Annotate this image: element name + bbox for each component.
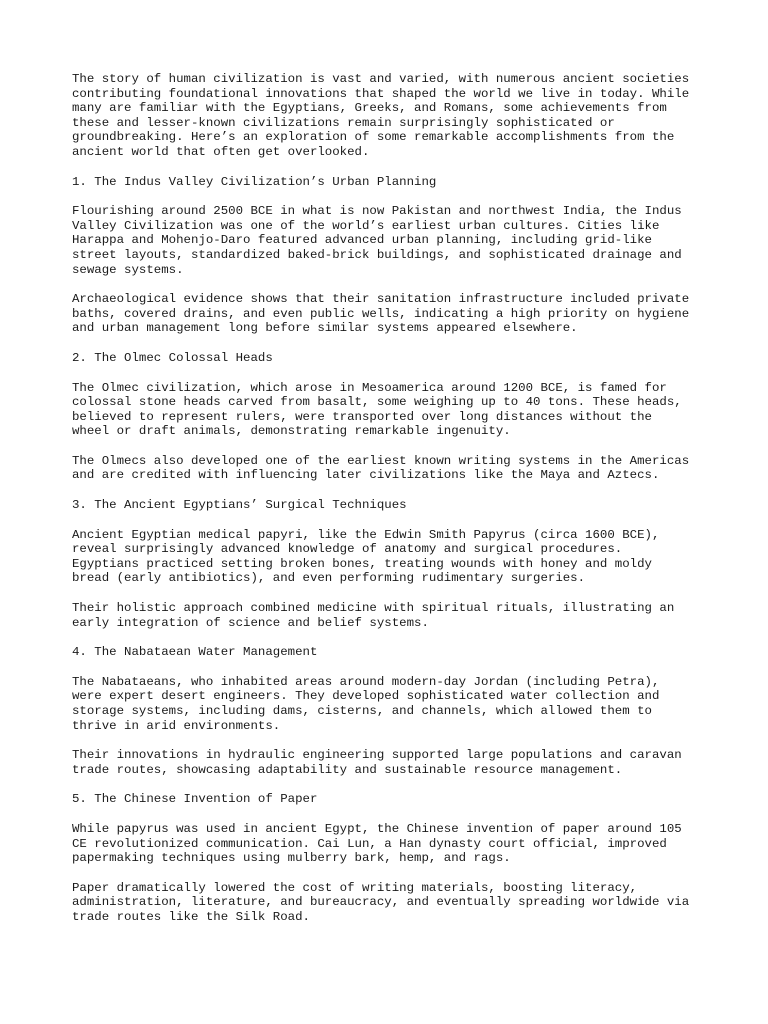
document-page bbox=[72, 72, 702, 940]
text-line: these and lesser-known civilizations remain surprisingly sophisticated or bbox=[72, 115, 615, 130]
text-line: and are credited with influencing later civilizations like the Maya and Aztecs. bbox=[72, 468, 660, 483]
section-heading-4 bbox=[72, 645, 702, 660]
text-line: and urban management long before similar systems appeared elsewhere. bbox=[72, 321, 578, 336]
text-line: 1. The Indus Valley Civilization’s Urban Planning bbox=[72, 174, 437, 189]
text-line: baths, covered drains, and even public wells, indicating a high priority on hygiene bbox=[72, 306, 690, 321]
text-line: 3. The Ancient Egyptians’ Surgical Techniques bbox=[72, 498, 407, 513]
section-heading-1 bbox=[72, 175, 702, 190]
text-line: Paper dramatically lowered the cost of writing materials, boosting literacy, bbox=[72, 880, 638, 895]
text-line: Archaeological evidence shows that their sanitation infrastructure included private bbox=[72, 292, 690, 307]
text-line: While papyrus was used in ancient Egypt, the Chinese invention of paper around 105 bbox=[72, 821, 682, 836]
text-line: bread (early antibiotics), and even performing rudimentary surgeries. bbox=[72, 571, 586, 586]
text-line: Ancient Egyptian medical papyri, like the Edwin Smith Papyrus (circa 1600 BCE), bbox=[72, 527, 660, 542]
text-line: The Olmec civilization, which arose in Mesoamerica around 1200 BCE, is famed for bbox=[72, 380, 667, 395]
text-line: administration, literature, and bureaucracy, and eventually spreading worldwide via bbox=[72, 895, 690, 910]
body-paragraph-4 bbox=[72, 381, 702, 439]
text-line: believed to represent rulers, were transported over long distances without the bbox=[72, 409, 652, 424]
body-paragraph-2 bbox=[72, 204, 702, 277]
body-paragraph-7 bbox=[72, 601, 702, 630]
text-line: street layouts, standardized baked-brick buildings, and sophisticated drainage and bbox=[72, 247, 682, 262]
body-paragraph-1 bbox=[72, 72, 702, 160]
text-line: Valley Civilization was one of the world’s earliest urban cultures. Cities like bbox=[72, 218, 660, 233]
body-paragraph-9 bbox=[72, 748, 702, 777]
body-paragraph-10 bbox=[72, 822, 702, 866]
text-line: trade routes, showcasing adaptability and sustainable resource management. bbox=[72, 762, 623, 777]
section-heading-3 bbox=[72, 498, 702, 513]
text-line: Flourishing around 2500 BCE in what is now Pakistan and northwest India, the Indus bbox=[72, 204, 682, 219]
text-line: many are familiar with the Egyptians, Greeks, and Romans, some achievements from bbox=[72, 101, 667, 116]
text-line: wheel or draft animals, demonstrating remarkable ingenuity. bbox=[72, 424, 511, 439]
body-paragraph-11 bbox=[72, 881, 702, 925]
text-line: reveal surprisingly advanced knowledge of anatomy and surgical procedures. bbox=[72, 542, 623, 557]
text-line: early integration of science and belief systems. bbox=[72, 615, 429, 630]
text-line: Egyptians practiced setting broken bones, treating wounds with honey and moldy bbox=[72, 556, 652, 571]
text-line: trade routes like the Silk Road. bbox=[72, 909, 310, 924]
section-heading-2 bbox=[72, 351, 702, 366]
text-line: contributing foundational innovations that shaped the world we live in today. While bbox=[72, 86, 690, 101]
text-line: The story of human civilization is vast and varied, with numerous ancient societies bbox=[72, 72, 690, 86]
text-line: storage systems, including dams, cisterns, and channels, which allowed them to bbox=[72, 704, 652, 718]
text-line: Harappa and Mohenjo-Daro featured advanced urban planning, including grid-like bbox=[72, 233, 652, 248]
body-paragraph-8 bbox=[72, 675, 702, 733]
text-line: Their innovations in hydraulic engineering supported large populations and caravan bbox=[72, 748, 682, 763]
text-line: 2. The Olmec Colossal Heads bbox=[72, 350, 273, 365]
text-line: thrive in arid environments. bbox=[72, 718, 281, 733]
text-line: The Olmecs also developed one of the earliest known writing systems in the Americas bbox=[72, 453, 690, 468]
text-line: groundbreaking. Here’s an exploration of some remarkable accomplishments from the bbox=[72, 130, 675, 145]
text-line: 5. The Chinese Invention of Paper bbox=[72, 792, 318, 807]
text-line: CE revolutionized communication. Cai Lun, a Han dynasty court official, improved bbox=[72, 836, 667, 851]
text-line: Their holistic approach combined medicine with spiritual rituals, illustrating an bbox=[72, 601, 675, 616]
text-line: colossal stone heads carved from basalt, some weighing up to 40 tons. These heads, bbox=[72, 395, 682, 410]
body-paragraph-5 bbox=[72, 454, 702, 483]
body-paragraph-3 bbox=[72, 292, 702, 336]
text-line: ancient world that often get overlooked. bbox=[72, 144, 370, 159]
text-line: 4. The Nabataean Water Management bbox=[72, 645, 318, 660]
text-line: The Nabataeans, who inhabited areas around modern-day Jordan (including Petra), bbox=[72, 674, 660, 689]
text-line: were expert desert engineers. They developed sophisticated water collection and bbox=[72, 689, 660, 704]
body-paragraph-6 bbox=[72, 528, 702, 586]
text-line: papermaking techniques using mulberry bark, hemp, and rags. bbox=[72, 851, 511, 866]
section-heading-5 bbox=[72, 792, 702, 807]
text-line: sewage systems. bbox=[72, 262, 184, 277]
